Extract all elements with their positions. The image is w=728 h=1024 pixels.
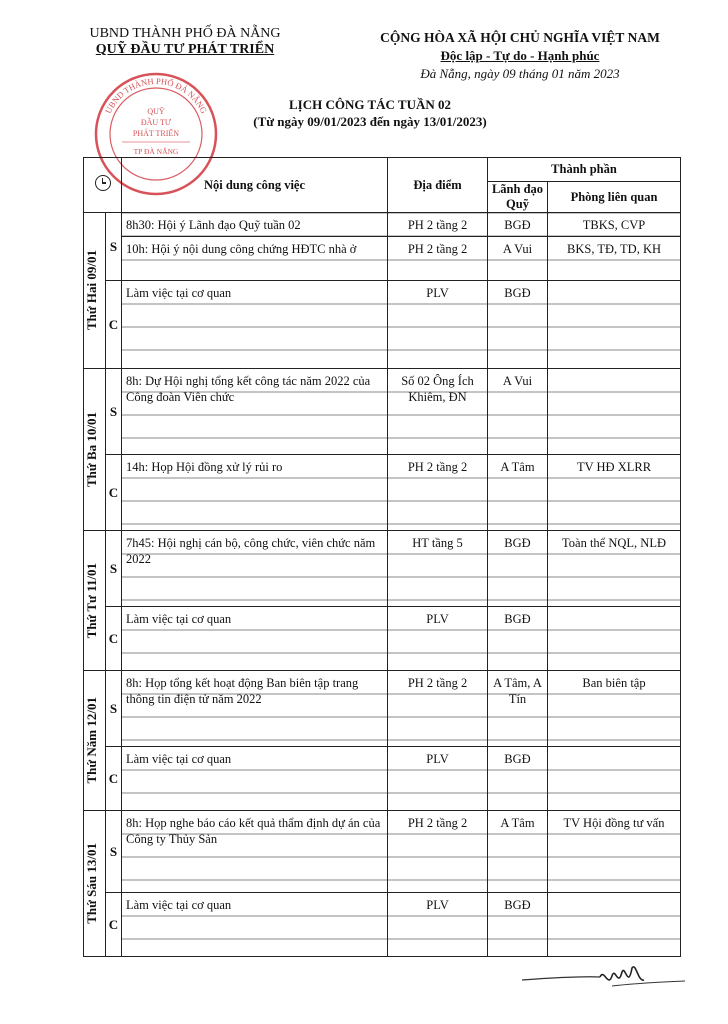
event-leader: BGĐ bbox=[504, 218, 531, 232]
event-location: PH 2 tầng 2 bbox=[407, 218, 468, 232]
event-content: 8h: Dự Hội nghị tổng kết công tác năm 2022 của Công đoàn Viên chức bbox=[126, 374, 371, 404]
svg-text:UBND THÀNH PHỐ ĐÀ NẴNG: UBND THÀNH PHỐ ĐÀ NẴNG bbox=[102, 75, 210, 116]
event-content-cell bbox=[122, 281, 388, 369]
event-location-cell bbox=[388, 607, 488, 671]
schedule-row bbox=[84, 213, 681, 237]
event-content-cell bbox=[122, 671, 388, 747]
national-header bbox=[330, 30, 710, 82]
issuer-parent-org: UBND THÀNH PHỐ ĐÀ NẴNG bbox=[89, 26, 281, 41]
event-location: PLV bbox=[426, 898, 449, 912]
session-afternoon: C bbox=[106, 747, 122, 811]
issuer-org: QUỸ ĐẦU TƯ PHÁT TRIỂN bbox=[95, 42, 275, 57]
clock-header bbox=[84, 158, 122, 213]
event-location-cell bbox=[388, 893, 488, 957]
event-depts-cell bbox=[548, 893, 681, 957]
event-location: PLV bbox=[426, 752, 449, 766]
schedule-row bbox=[84, 747, 681, 811]
event-location: PLV bbox=[426, 286, 449, 300]
event-depts-cell bbox=[548, 455, 681, 531]
event-content: Làm việc tại cơ quan bbox=[126, 612, 232, 626]
event-depts-cell bbox=[548, 369, 681, 455]
event-leader: BGĐ bbox=[504, 286, 531, 300]
event-leader: A Tâm bbox=[500, 460, 535, 474]
event-location: PH 2 tầng 2 bbox=[407, 460, 468, 474]
event-depts-cell bbox=[548, 671, 681, 747]
day-label-text: Thứ Tư 11/01 bbox=[84, 562, 99, 639]
event-content: 7h45: Hội nghị cán bộ, công chức, viên chức năm 2022 bbox=[126, 536, 376, 566]
session-morning: S bbox=[106, 369, 122, 455]
event-location: PH 2 tầng 2 bbox=[407, 676, 468, 690]
components-header: Thành phần bbox=[488, 158, 681, 182]
event-content-cell bbox=[122, 455, 388, 531]
day-label bbox=[84, 671, 106, 811]
event-location-cell bbox=[388, 281, 488, 369]
event-depts bbox=[548, 369, 680, 373]
schedule-row bbox=[84, 531, 681, 607]
event-content: 8h: Họp nghe báo cáo kết quả thẩm định dự án của Công ty Thủy Sản bbox=[126, 816, 381, 846]
event-content-cell bbox=[122, 213, 388, 237]
session-afternoon: C bbox=[106, 607, 122, 671]
event-content: 8h30: Hội ý Lãnh đạo Quỹ tuần 02 bbox=[126, 218, 301, 232]
issuer-header bbox=[70, 26, 300, 58]
schedule-row bbox=[84, 893, 681, 957]
event-content-cell bbox=[122, 893, 388, 957]
event-location-cell bbox=[388, 671, 488, 747]
event-location-cell bbox=[388, 455, 488, 531]
day-label bbox=[84, 531, 106, 671]
event-content-cell bbox=[122, 531, 388, 607]
event-depts-cell bbox=[548, 811, 681, 893]
event-depts: TBKS, CVP bbox=[582, 218, 646, 232]
schedule-row bbox=[84, 281, 681, 369]
event-content-cell bbox=[122, 747, 388, 811]
event-depts-cell bbox=[548, 747, 681, 811]
event-leader-cell bbox=[488, 213, 548, 237]
event-location-cell bbox=[388, 369, 488, 455]
day-label-text: Thứ Hai 09/01 bbox=[84, 250, 99, 331]
event-depts bbox=[548, 747, 680, 751]
event-location-cell bbox=[388, 747, 488, 811]
event-leader: A Vui bbox=[502, 242, 533, 256]
schedule-row bbox=[84, 455, 681, 531]
event-content-cell bbox=[122, 811, 388, 893]
event-depts-cell bbox=[548, 213, 681, 237]
schedule-row bbox=[84, 607, 681, 671]
event-depts: Toàn thể NQL, NLĐ bbox=[562, 536, 666, 550]
event-depts: BKS, TĐ, TD, KH bbox=[567, 242, 661, 256]
svg-text:ĐẦU TƯ: ĐẦU TƯ bbox=[140, 118, 172, 127]
session-afternoon: C bbox=[106, 281, 122, 369]
event-content: 14h: Họp Hội đồng xử lý rủi ro bbox=[126, 460, 283, 474]
event-content-cell bbox=[122, 237, 388, 281]
event-location: HT tầng 5 bbox=[412, 536, 463, 550]
event-leader: A Vui bbox=[502, 374, 533, 388]
event-leader: BGĐ bbox=[504, 612, 531, 626]
event-content: Làm việc tại cơ quan bbox=[126, 898, 232, 912]
event-depts: TV HĐ XLRR bbox=[576, 460, 652, 474]
event-depts-cell bbox=[548, 237, 681, 281]
event-content: 8h: Họp tổng kết hoạt động Ban biên tập trang thông tin điện tử năm 2022 bbox=[126, 676, 359, 706]
leader-header: Lãnh đạo Quỹ bbox=[488, 182, 548, 213]
event-location-cell bbox=[388, 213, 488, 237]
event-location: PH 2 tầng 2 bbox=[407, 816, 468, 830]
event-depts-cell bbox=[548, 607, 681, 671]
event-content-cell bbox=[122, 369, 388, 455]
session-afternoon: C bbox=[106, 455, 122, 531]
national-motto: Độc lập - Tự do - Hạnh phúc bbox=[440, 48, 600, 63]
schedule-table bbox=[83, 157, 681, 957]
schedule-row bbox=[84, 811, 681, 893]
event-depts bbox=[548, 281, 680, 285]
event-location-cell bbox=[388, 531, 488, 607]
event-leader-cell bbox=[488, 531, 548, 607]
event-leader: A Tâm, A Tín bbox=[493, 676, 542, 706]
event-location-cell bbox=[388, 237, 488, 281]
schedule-date-range: (Từ ngày 09/01/2023 đến ngày 13/01/2023) bbox=[253, 114, 487, 129]
event-depts: Ban biên tập bbox=[582, 676, 646, 690]
event-leader-cell bbox=[488, 747, 548, 811]
clock-icon bbox=[95, 175, 111, 191]
schedule-title-main: LỊCH CÔNG TÁC TUẦN 02 bbox=[288, 97, 452, 112]
day-label bbox=[84, 369, 106, 531]
event-content: 10h: Hội ý nội dung công chứng HĐTC nhà ở bbox=[126, 242, 357, 256]
event-leader-cell bbox=[488, 237, 548, 281]
event-leader-cell bbox=[488, 811, 548, 893]
schedule-row bbox=[84, 369, 681, 455]
event-leader: A Tâm bbox=[500, 816, 535, 830]
event-depts bbox=[548, 893, 680, 897]
schedule-title bbox=[200, 96, 540, 130]
svg-text:QUỸ: QUỸ bbox=[147, 107, 165, 116]
session-afternoon: C bbox=[106, 893, 122, 957]
schedule-row bbox=[84, 671, 681, 747]
event-depts bbox=[548, 607, 680, 611]
event-location: Số 02 Ông Ích Khiêm, ĐN bbox=[401, 374, 474, 404]
event-leader: BGĐ bbox=[504, 752, 531, 766]
svg-text:PHÁT TRIỂN: PHÁT TRIỂN bbox=[132, 129, 180, 138]
day-label-text: Thứ Năm 12/01 bbox=[84, 697, 99, 784]
event-leader-cell bbox=[488, 893, 548, 957]
event-leader-cell bbox=[488, 281, 548, 369]
event-content: Làm việc tại cơ quan bbox=[126, 752, 232, 766]
svg-text:TP ĐÀ NẴNG: TP ĐÀ NẴNG bbox=[133, 147, 179, 156]
event-content-cell bbox=[122, 607, 388, 671]
session-morning: S bbox=[106, 671, 122, 747]
event-location-cell bbox=[388, 811, 488, 893]
handwritten-signature bbox=[520, 958, 690, 998]
event-leader: BGĐ bbox=[504, 898, 531, 912]
event-leader-cell bbox=[488, 607, 548, 671]
issue-date: Đà Nẵng, ngày 09 tháng 01 năm 2023 bbox=[420, 66, 620, 81]
day-label bbox=[84, 213, 106, 369]
depts-header: Phòng liên quan bbox=[548, 182, 681, 213]
event-content: Làm việc tại cơ quan bbox=[126, 286, 232, 300]
event-leader-cell bbox=[488, 671, 548, 747]
event-depts-cell bbox=[548, 281, 681, 369]
session-morning: S bbox=[106, 811, 122, 893]
event-leader: BGĐ bbox=[504, 536, 531, 550]
day-label-text: Thứ Ba 10/01 bbox=[84, 412, 99, 487]
content-header: Nội dung công việc bbox=[122, 158, 388, 213]
location-header: Địa điểm bbox=[388, 158, 488, 213]
event-leader-cell bbox=[488, 455, 548, 531]
event-location: PH 2 tầng 2 bbox=[407, 242, 468, 256]
session-morning: S bbox=[106, 531, 122, 607]
schedule-row bbox=[84, 237, 681, 281]
event-depts-cell bbox=[548, 531, 681, 607]
day-label bbox=[84, 811, 106, 957]
nation-name: CỘNG HÒA XÃ HỘI CHỦ NGHĨA VIỆT NAM bbox=[380, 30, 660, 45]
day-label-text: Thứ Sáu 13/01 bbox=[84, 843, 99, 924]
event-location: PLV bbox=[426, 612, 449, 626]
event-leader-cell bbox=[488, 369, 548, 455]
event-depts: TV Hội đồng tư vấn bbox=[563, 816, 665, 830]
session-morning: S bbox=[106, 213, 122, 281]
